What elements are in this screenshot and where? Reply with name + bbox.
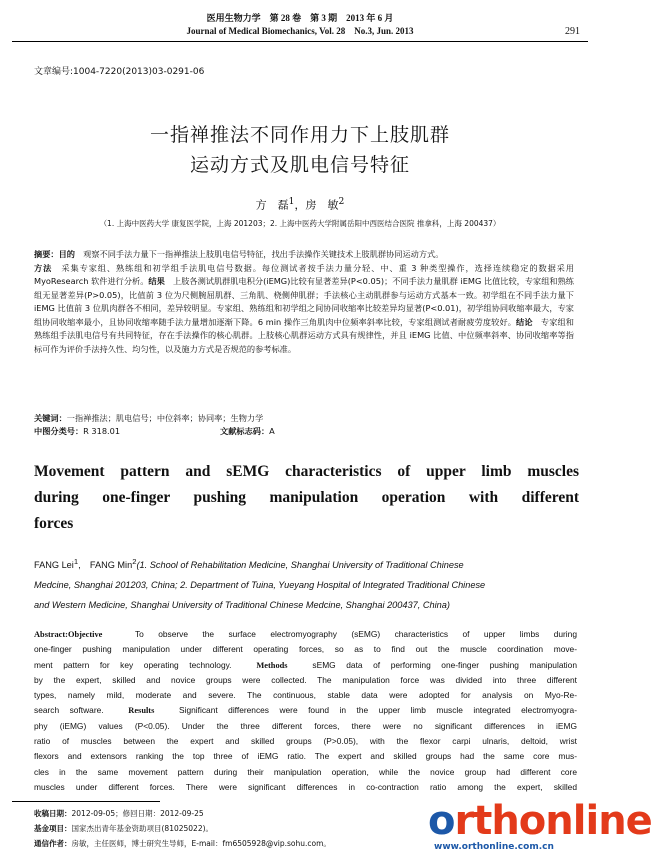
journal-header-en: Journal of Medical Biomechanics, Vol. 28 No.3, Jun. 2013 bbox=[186, 26, 414, 36]
abstract-en-line-2: one-finger pushing manipulation under different operating forces, so as to find out the muscle coordination move- bbox=[34, 644, 577, 655]
results-cn-label: 结果 bbox=[148, 276, 165, 286]
clc-label: 中图分类号： bbox=[34, 426, 84, 436]
footnote-corresponding bbox=[34, 838, 331, 849]
abstract-en-line-7: phy (iEMG) values (P<0.05). Under the three different forces, there were no significant differences in iEMG bbox=[34, 720, 577, 731]
article-number: 文章编号:1004-7220(2013)03-0291-06 bbox=[34, 67, 205, 77]
corr-value: 房敏，主任医师，博士研究生导师，E-mail：fm6505928@vip.sohu.com。 bbox=[71, 839, 331, 848]
author-en-2-sup: 2 bbox=[132, 557, 137, 566]
abstract-en-text-6b: Significant differences were found in the upper limb muscle integrated electromyogra- bbox=[154, 705, 577, 716]
fund-label: 基金项目： bbox=[34, 824, 72, 833]
keywords-cn bbox=[34, 412, 574, 426]
affiliation-en-line-2: Medcine, Shanghai 201203, China; 2. Department of Tuina, Yueyang Hospital of Integrated Traditional Chinese bbox=[34, 580, 486, 591]
author-en-2: , FANG Min bbox=[78, 560, 133, 571]
affiliation-en-line-1: (1. School of Rehabilitation Medicine, Shanghai University of Traditional Chinese bbox=[136, 560, 464, 571]
clc-value: R 318.01 bbox=[83, 426, 121, 436]
author-cn-2-sup: 2 bbox=[338, 196, 345, 207]
author-cn-1: 方 磊 bbox=[255, 198, 289, 212]
author-en-1-sup: 1 bbox=[73, 557, 79, 566]
abstract-en bbox=[34, 627, 577, 795]
author-cn-2: 房 敏 bbox=[305, 198, 339, 212]
footnote-received bbox=[34, 808, 204, 819]
affiliation-en-line-3: and Western Medicine, Shanghai University of Traditional Chinese Medcine, Shanghai 200437, China) bbox=[34, 600, 450, 611]
abstract-en-text-1: To observe the surface electromyography (sEMG) characteristics of upper limbs during bbox=[102, 629, 577, 639]
corr-label: 通信作者： bbox=[34, 839, 72, 848]
author-en-1: FANG Lei bbox=[34, 560, 74, 571]
keywords-cn-label: 关键词： bbox=[34, 413, 67, 423]
title-cn-line-2: 运动方式及肌电信号特征 bbox=[189, 154, 410, 176]
abstract-en-text-3: ment pattern for key operating technology. bbox=[34, 659, 232, 670]
conclusion-cn-text: 专家组和熟练组手法肌电信号有共同特征，存在手法操作的核心肌群。上肢核心肌群运动方式具有规律性，并且 iEMG 比值、中位频率斜率、协同收缩率等指标可作为评价手法持久性、均匀性，以及施力方式是否规范的参考标准。 bbox=[34, 316, 574, 354]
abstract-en-line-3 bbox=[34, 658, 577, 673]
abstract-en-line-9: flexors and extensors ranking the top three of iEMG ratio. The expert and skilled groups had the same core mus- bbox=[34, 751, 577, 762]
abstract-en-line-4: by the expert, skilled and novice groups were collected. The manipulation force was divided into three different bbox=[34, 674, 577, 685]
abstract-en-text-6: search software. bbox=[34, 705, 104, 716]
footnote-fund bbox=[34, 823, 213, 834]
fund-value: 国家杰出青年基金资助项目(81025022)。 bbox=[71, 824, 214, 833]
header-rule bbox=[12, 41, 588, 42]
author-cn-1-sup: 1 bbox=[288, 196, 295, 207]
doc-code-value: A bbox=[269, 426, 275, 436]
abstract-en-line-1 bbox=[34, 627, 577, 642]
objective-cn-label: 目的 bbox=[58, 249, 75, 259]
orthonline-watermark-logo bbox=[422, 798, 652, 854]
abstract-en-line-11: muscles under different forces. There were significant differences in co-contraction ratio among the expert, skilled bbox=[34, 781, 577, 792]
received-value: 2012-09-05；修回日期：2012-09-25 bbox=[71, 809, 204, 818]
clc-number bbox=[34, 426, 120, 437]
abstract-cn bbox=[34, 248, 574, 356]
logo-o: o bbox=[428, 798, 455, 844]
authors-cn bbox=[0, 196, 600, 213]
title-en-line-3: forces bbox=[34, 515, 74, 532]
abstract-cn-label: 摘要： bbox=[34, 249, 59, 259]
abstract-en-line-10: cles in the same movement pattern during their manipulation operation, while the novice group had different core bbox=[34, 766, 577, 777]
document-code bbox=[220, 426, 275, 437]
authors-en-line-1 bbox=[34, 552, 579, 575]
methods-cn-text: 采集专家组、熟练组和初学组手法肌电信号数据。每位测试者按手法力量分轻、中、重 3 种类型操作，选择连续稳定的数据采用 MyoResearch 软件进行分析。 bbox=[34, 262, 574, 286]
author-cn-separator: ， bbox=[294, 198, 306, 212]
objective-cn-text: 观察不同手法力量下一指禅推法上肢肌电信号特征，找出手法操作关键技术上肢肌群协同运动方式。 bbox=[74, 249, 444, 259]
received-label: 收稿日期： bbox=[34, 809, 72, 818]
abstract-en-line-5: types, namely mild, moderate and severe. The continuous, stable data were adopted for analysis on Myo-Re- bbox=[34, 690, 577, 701]
objective-en-label: Objective bbox=[67, 630, 103, 639]
abstract-en-label: Abstract: bbox=[34, 630, 68, 639]
methods-cn-label: 方法 bbox=[34, 262, 53, 273]
page-number: 291 bbox=[565, 26, 580, 37]
abstract-en-line-8: ratio of muscles between the expert and skilled groups (P>0.05), with the flexor carpi ulnaris, deltoid, wrist bbox=[34, 736, 577, 747]
title-en-line-2: during one-finger pushing manipulation operation with different bbox=[34, 489, 579, 506]
results-en-label: Results bbox=[128, 706, 155, 716]
conclusion-cn-label: 结论 bbox=[516, 316, 533, 327]
authors-en bbox=[34, 552, 579, 615]
doc-code-label: 文献标志码： bbox=[220, 426, 270, 436]
logo-wordmark bbox=[428, 798, 652, 844]
title-en-line-1: Movement pattern and sEMG characteristics of upper limb muscles bbox=[34, 463, 579, 480]
logo-rest: rthonline bbox=[454, 798, 652, 844]
footnote-rule bbox=[12, 801, 160, 802]
methods-en-label: Methods bbox=[256, 660, 288, 670]
results-cn-text: 上肢各测试肌群肌电积分(iEMG)比较有显著差异(P<0.05)；不同手法力量肌群 iEMG 比值比较，专家组和熟练组无显著差异(P>0.05)，比值前 3 位为尺侧腕屈肌群、三角肌、桡侧伸肌群；手法核心主动肌群参与运动方式基本一致。初学组在不同手法力量下 iEMG 比值前 3 位肌肉群各不相同，差异较明显。专家组、熟练组和初学组之间协同收缩率比较差异均显著(P<0.01)，初学组协同收缩率最大，专家组协同收缩率最小，且协同收缩率随手法力量增加逐渐下降。6 min 操作三角肌肉中位频率斜率比较，专家组测试者耐疲劳度较好。 bbox=[34, 276, 574, 327]
affiliation-cn: （1. 上海中医药大学 康复医学院，上海 201203；2. 上海中医药大学附属岳阳中西医结合医院 推拿科，上海 200437） bbox=[99, 219, 501, 228]
abstract-en-text-3b: sEMG data of performing one-finger pushing manipulation bbox=[287, 659, 577, 670]
keywords-cn-text: 一指禅推法；肌电信号；中位斜率；协同率；生物力学 bbox=[66, 413, 264, 423]
title-en bbox=[34, 459, 579, 537]
logo-url: www.orthonline.com.cn bbox=[434, 842, 554, 852]
title-cn-line-1: 一指禅推法不同作用力下上肢肌群 bbox=[149, 124, 450, 146]
journal-header-cn: 医用生物力学 第 28 卷 第 3 期 2013 年 6 月 bbox=[206, 13, 394, 23]
abstract-en-line-6 bbox=[34, 703, 577, 718]
